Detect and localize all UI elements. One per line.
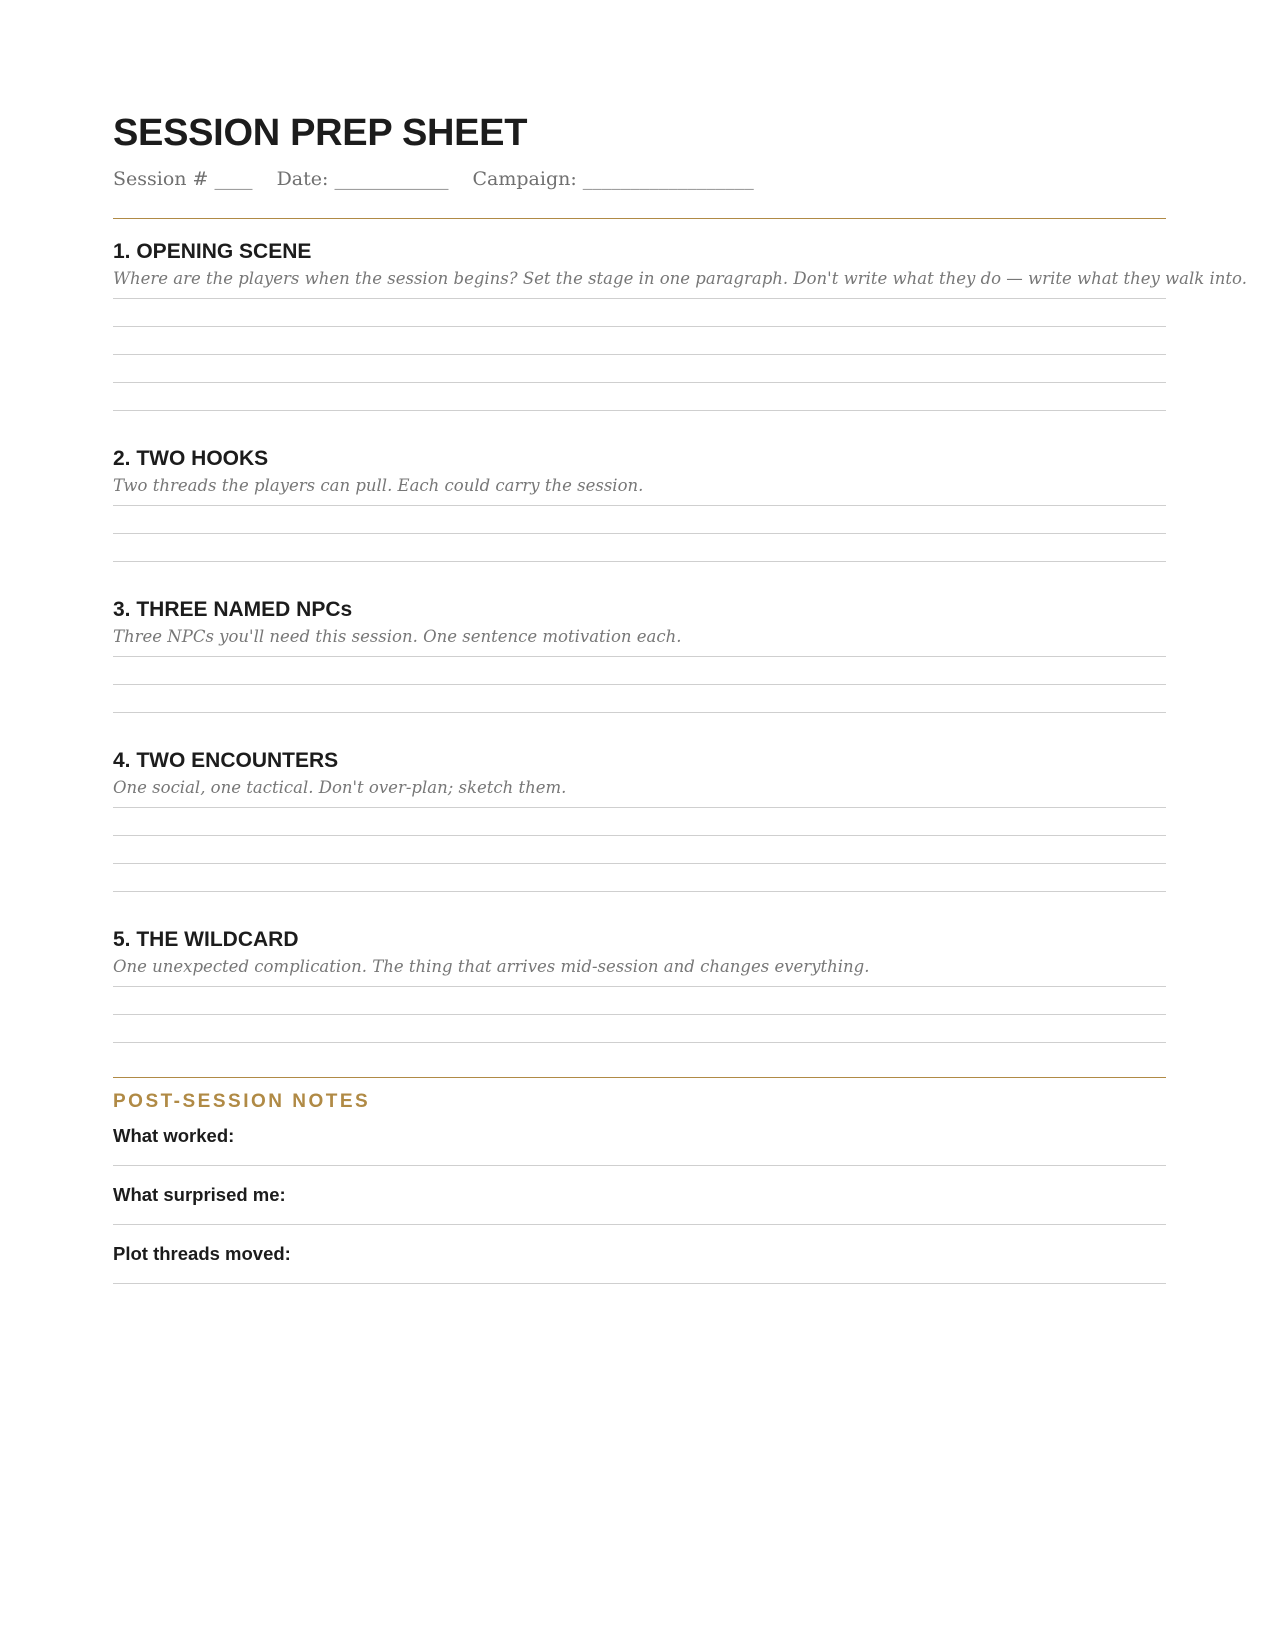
writing-line[interactable] — [113, 1042, 1166, 1043]
writing-line[interactable] — [113, 533, 1166, 561]
note-row-what-worked[interactable] — [113, 1107, 1166, 1166]
writing-line[interactable] — [113, 835, 1166, 863]
writing-line[interactable] — [113, 505, 1166, 533]
writing-line[interactable] — [113, 326, 1166, 354]
writing-line[interactable] — [113, 298, 1166, 326]
note-row-what-surprised[interactable] — [113, 1166, 1166, 1225]
writing-lines[interactable] — [113, 298, 1166, 411]
writing-line[interactable] — [113, 712, 1166, 713]
section-title: 1. OPENING SCENE — [113, 240, 312, 263]
section-opening-scene — [113, 239, 1247, 411]
section-title: 4. TWO ENCOUNTERS — [113, 749, 339, 772]
note-line[interactable] — [113, 1283, 1166, 1284]
writing-lines[interactable] — [113, 986, 1166, 1043]
page-title: SESSION PREP SHEET — [113, 112, 528, 154]
writing-line[interactable] — [113, 410, 1166, 411]
post-session-title: POST-SESSION NOTES — [113, 1091, 371, 1112]
writing-line[interactable] — [113, 891, 1166, 892]
writing-lines[interactable] — [113, 807, 1166, 892]
writing-line[interactable] — [113, 986, 1166, 1014]
section-description: One unexpected complication. The thing that arrives mid-session and changes everything. — [113, 957, 870, 976]
writing-lines[interactable] — [113, 656, 1166, 713]
writing-line[interactable] — [113, 1014, 1166, 1042]
note-label: Plot threads moved: — [113, 1243, 291, 1264]
note-label: What surprised me: — [113, 1184, 286, 1205]
writing-line[interactable] — [113, 863, 1166, 891]
writing-line[interactable] — [113, 561, 1166, 562]
section-description: Two threads the players can pull. Each could carry the session. — [113, 476, 644, 495]
note-row-plot-threads[interactable] — [113, 1225, 1166, 1284]
section-three-npcs — [113, 597, 1166, 713]
session-meta — [113, 168, 1166, 194]
session-number-field[interactable]: Session # ____ — [113, 168, 253, 190]
section-two-encounters — [113, 748, 1166, 892]
section-wildcard — [113, 927, 1166, 1043]
writing-line[interactable] — [113, 354, 1166, 382]
campaign-field[interactable]: Campaign: __________________ — [472, 168, 754, 190]
prep-sheet — [113, 110, 1247, 1284]
section-description: Three NPCs you'll need this session. One sentence motivation each. — [113, 627, 682, 646]
note-label: What worked: — [113, 1125, 235, 1146]
post-session-divider — [113, 1077, 1166, 1078]
post-session-notes — [113, 1107, 1166, 1284]
writing-line[interactable] — [113, 684, 1166, 712]
writing-line[interactable] — [113, 656, 1166, 684]
section-title: 3. THREE NAMED NPCs — [113, 598, 353, 621]
writing-line[interactable] — [113, 807, 1166, 835]
section-title: 5. THE WILDCARD — [113, 928, 299, 951]
header-divider — [113, 218, 1166, 219]
section-title: 2. TWO HOOKS — [113, 447, 269, 470]
section-description: Where are the players when the session begins? Set the stage in one paragraph. Don't write what they do — write what they walk into. — [113, 269, 1247, 288]
writing-line[interactable] — [113, 382, 1166, 410]
section-two-hooks — [113, 446, 1166, 562]
date-field[interactable]: Date: ____________ — [276, 168, 449, 190]
section-description: One social, one tactical. Don't over-plan; sketch them. — [113, 778, 567, 797]
writing-lines[interactable] — [113, 505, 1166, 562]
